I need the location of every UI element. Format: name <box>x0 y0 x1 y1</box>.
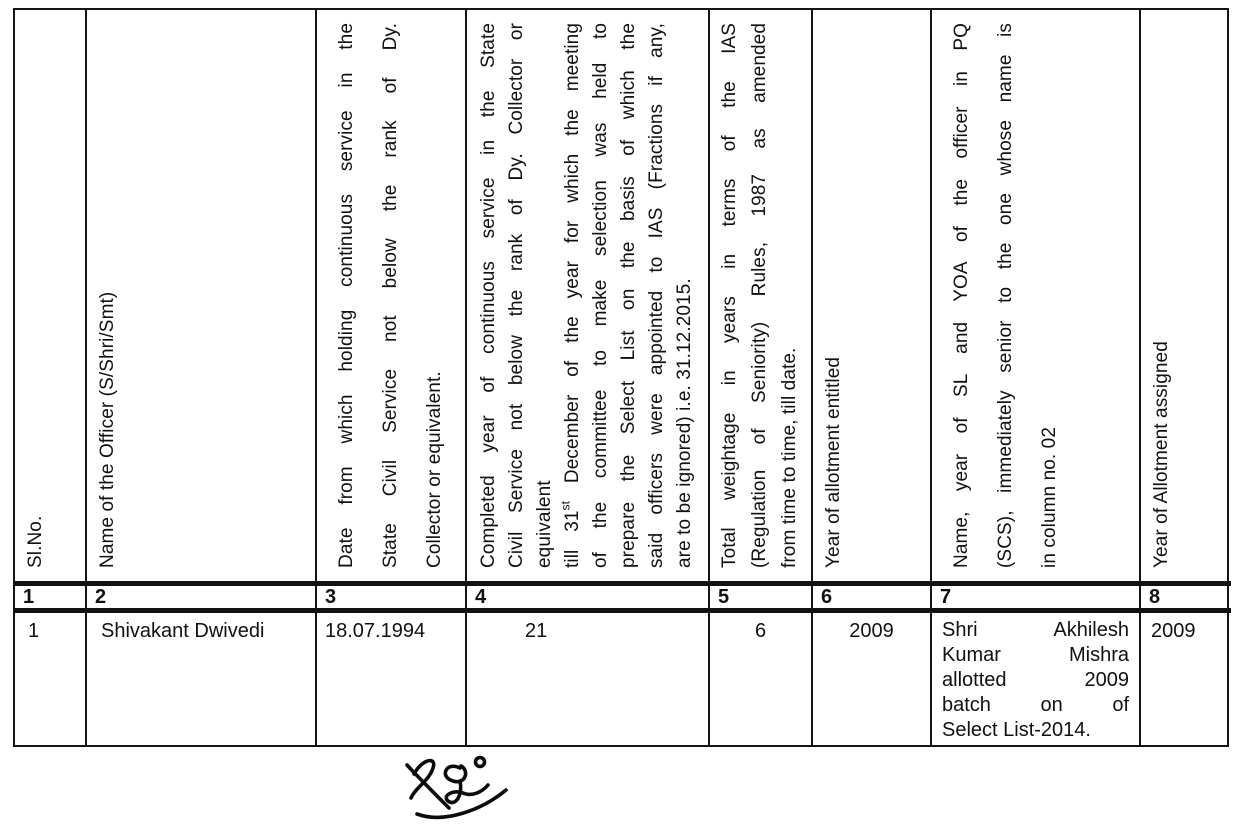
colnum-5: 5 <box>710 582 813 613</box>
signature-scribble-icon <box>402 750 534 826</box>
cell-senior-officer-note: Shri Akhilesh Kumar Mishra allotted 2009 batch on of Select List-2014. <box>932 613 1141 745</box>
superscript-st: st <box>558 500 573 511</box>
colnum-2: 2 <box>87 582 317 613</box>
colnum-8: 8 <box>1141 582 1231 613</box>
handwritten-signature <box>402 750 534 826</box>
header-officer-name <box>87 10 317 582</box>
cell-completed-years: 21 <box>467 613 710 745</box>
cell-allotment-assigned: 2009 <box>1151 620 1196 642</box>
cell-service-date: 18.07.1994 <box>317 613 467 745</box>
header-weightage: Total weightage in years in terms of the IAS (Regulation of Seniority) Rules, 1987 as amended from time to time, till date. <box>710 10 813 582</box>
header-officer-name-label: Name of the Officer (S/Shri/Smt) <box>97 291 118 568</box>
cell-sl-no: 1 <box>15 613 87 745</box>
colnum-7: 7 <box>932 582 1141 613</box>
colnum-4: 4 <box>467 582 710 613</box>
header-completed-years: Completed year of continuous service in the State Civil Service not below the rank of Dy. Collector or equivalent till 31st December of the year for which the meeting of the committee to make selection was held to prepare the Select List on the basis of which the said officers were appointed to IAS (Fractions if any, are to be ignored) i.e. 31.12.2015. <box>467 10 710 582</box>
colnum-3: 3 <box>317 582 467 613</box>
colnum-1: 1 <box>15 582 87 613</box>
cell-officer-name: Shivakant Dwivedi <box>87 613 317 745</box>
seniority-table <box>13 8 1229 747</box>
header-sl-no <box>15 10 87 582</box>
header-sl-no-label: Sl.No. <box>25 515 46 568</box>
header-line-with-superscript: till 31st December of the year for which the meeting <box>558 23 583 568</box>
colnum-6: 6 <box>813 582 932 613</box>
cell-weightage: 6 <box>710 613 813 745</box>
cell-allotment-entitled: 2009 <box>813 613 932 745</box>
header-allotment-assigned: Year of Allotment assigned <box>1141 10 1231 582</box>
header-allotment-entitled: Year of allotment entitled <box>813 10 932 582</box>
header-service-date: Date from which holding continuous service in the State Civil Service not below the rank of Dy. Collector or equivalent. <box>317 10 467 582</box>
header-senior-officer: Name, year of SL and YOA of the officer in PQ (SCS), immediately senior to the one whose name is in column no. 02 <box>932 10 1141 582</box>
